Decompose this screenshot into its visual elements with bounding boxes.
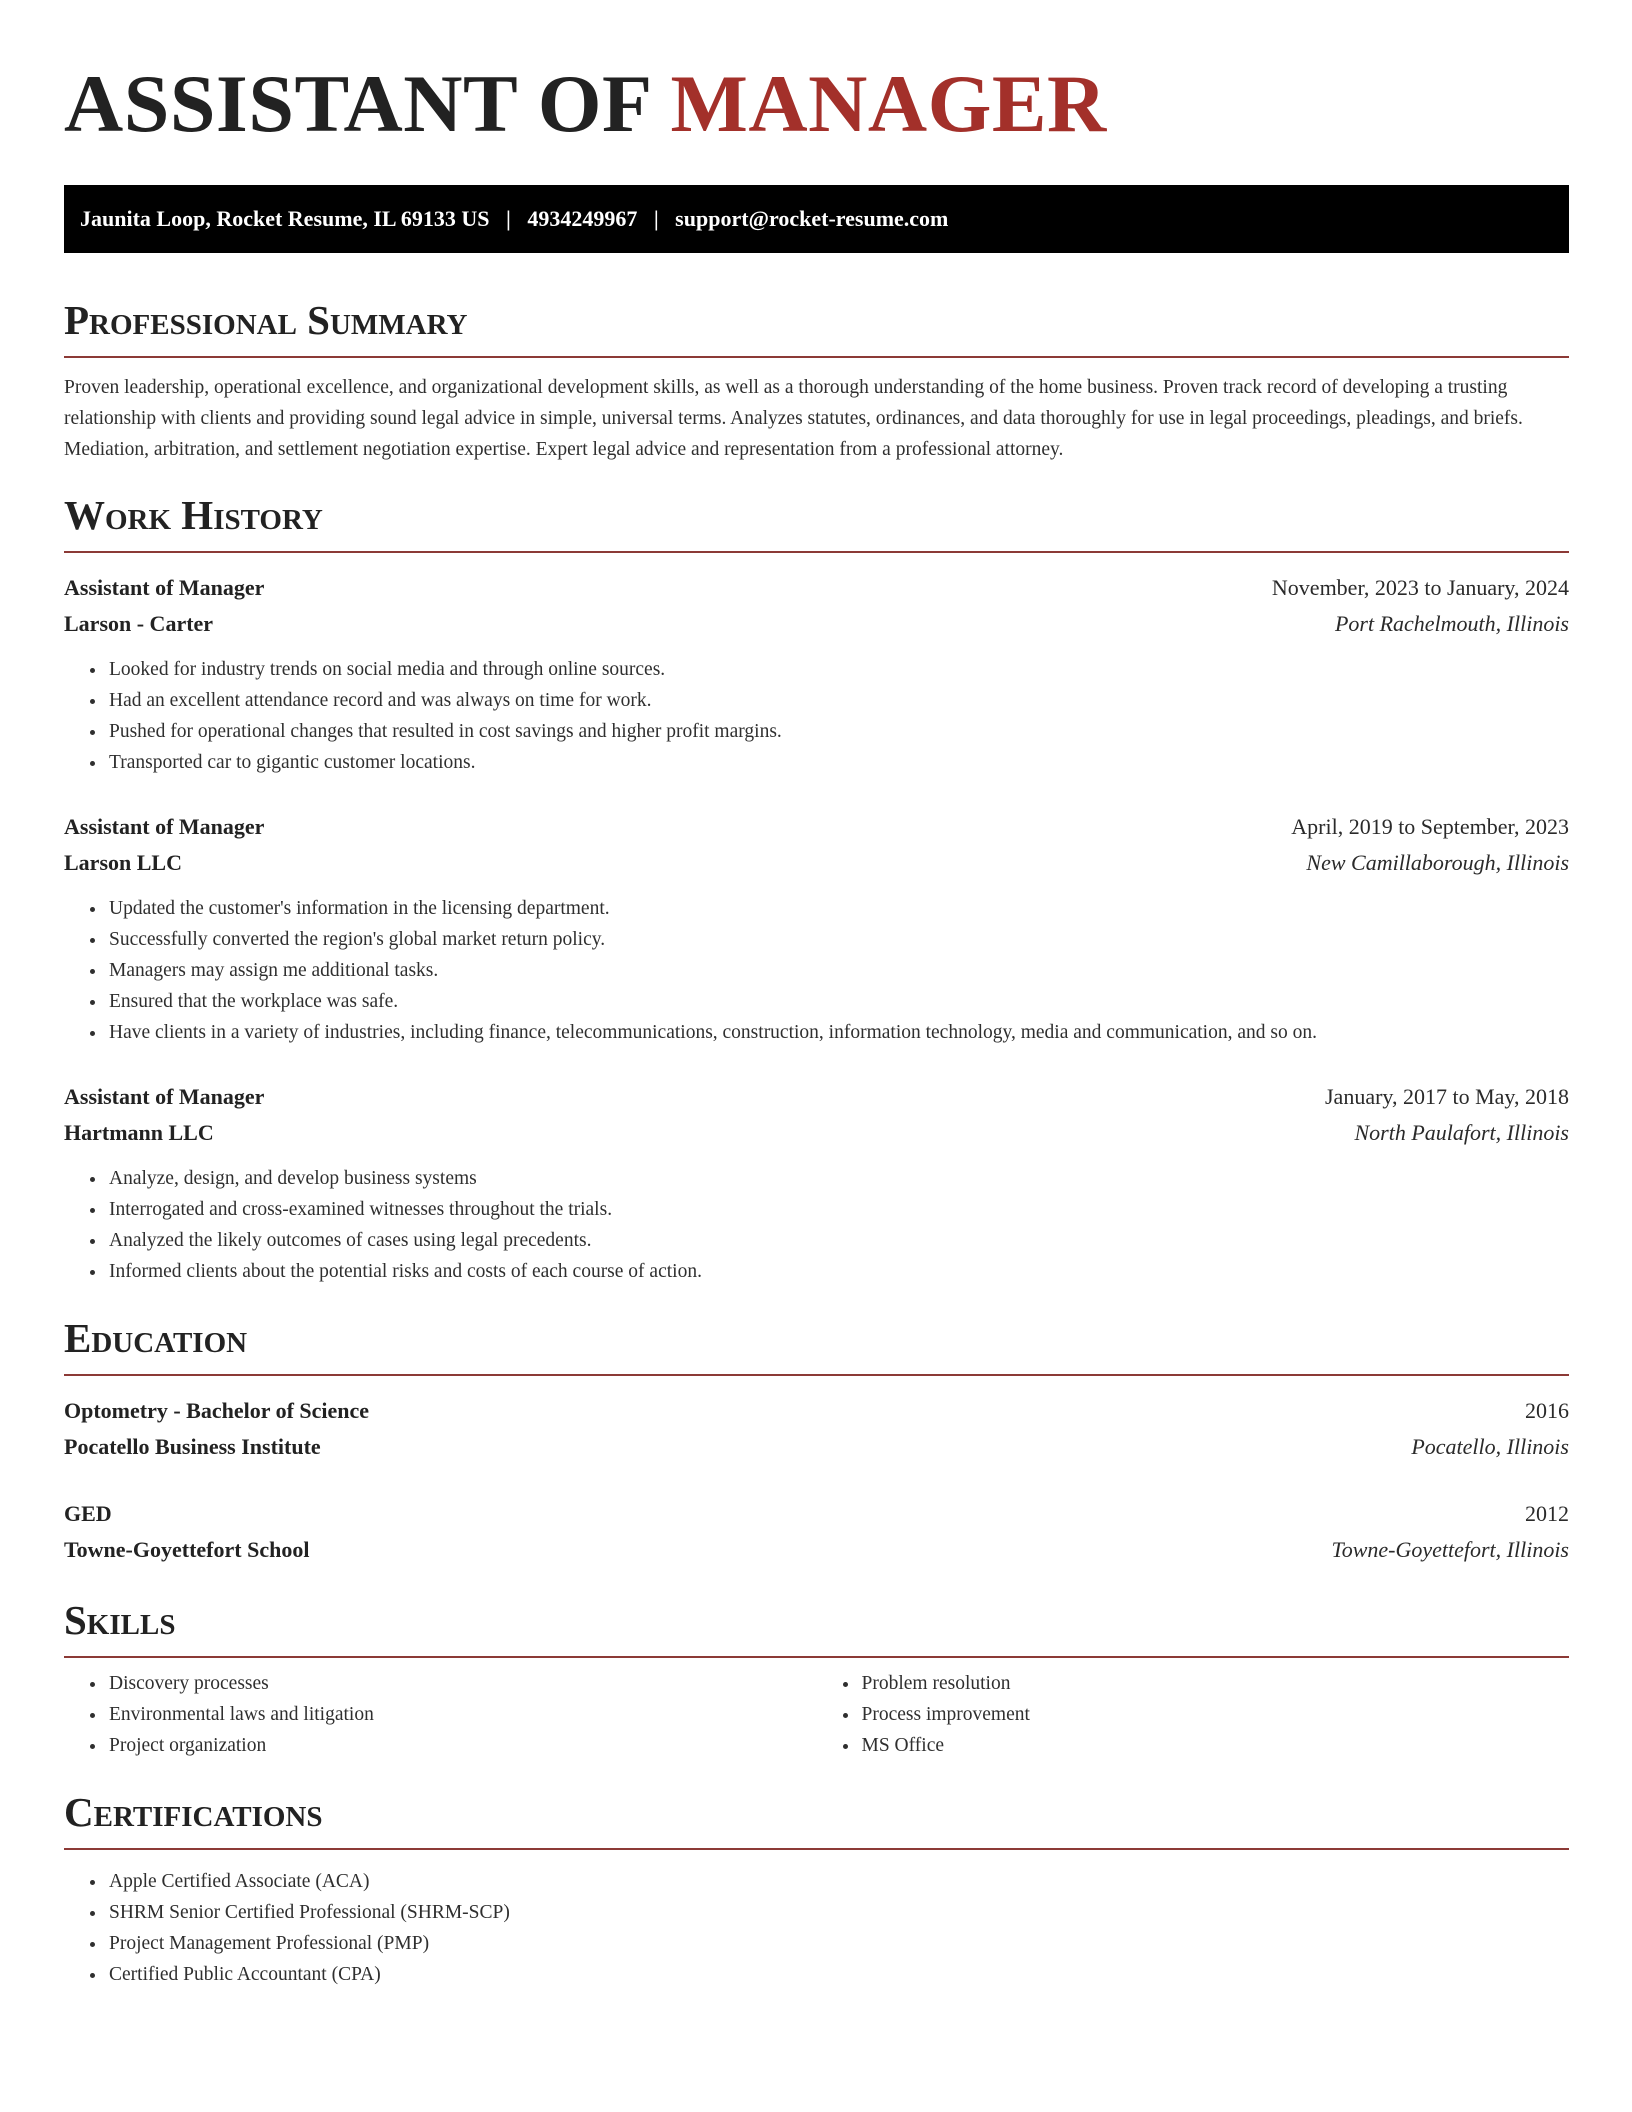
job-bullet: • Have clients in a variety of industries, including finance, telecommunications, construction, information technology, media and communication, and so on.	[107, 1017, 1569, 1048]
education-location: Towne-Goyettefort, Illinois	[1331, 1537, 1569, 1562]
job-entry	[64, 570, 1569, 778]
job-bullet: • Ensured that the workplace was safe.	[107, 986, 1569, 1017]
education-school: Pocatello Business Institute	[64, 1434, 321, 1459]
skill-item: • Process improvement	[860, 1699, 1570, 1730]
name-part2: MANAGER	[670, 58, 1107, 149]
education-location: Pocatello, Illinois	[1411, 1434, 1569, 1459]
job-bullet: • Updated the customer's information in the licensing department.	[107, 893, 1569, 924]
job-bullets	[64, 893, 1569, 1048]
education-header-row	[64, 1496, 1569, 1532]
job-company: Larson - Carter	[64, 611, 214, 636]
certification-item: • Project Management Professional (PMP)	[107, 1928, 1569, 1959]
skill-item: • MS Office	[860, 1730, 1570, 1761]
contact-info: Jaunita Loop, Rocket Resume, IL 69133 US | 4934249967 | support@rocket-resume.com	[80, 206, 949, 231]
job-location: Port Rachelmouth, Illinois	[1334, 611, 1569, 636]
job-company: Larson LLC	[64, 850, 182, 875]
job-bullet: • Successfully converted the region's global market return policy.	[107, 924, 1569, 955]
job-bullet: • Managers may assign me additional tasks.	[107, 955, 1569, 986]
skills-heading: Skills	[64, 1597, 176, 1643]
certification-item: • SHRM Senior Certified Professional (SHRM-SCP)	[107, 1897, 1569, 1928]
education-heading: Education	[64, 1315, 248, 1361]
job-entry	[64, 1079, 1569, 1287]
job-company-row	[64, 606, 1569, 642]
education-list	[64, 1393, 1569, 1568]
job-title: Assistant of Manager	[64, 814, 265, 839]
job-entry	[64, 809, 1569, 1048]
skill-item: • Problem resolution	[860, 1668, 1570, 1699]
work-history-section	[64, 491, 1569, 1287]
job-header-row	[64, 1079, 1569, 1115]
education-entry	[64, 1496, 1569, 1568]
education-school-row	[64, 1532, 1569, 1568]
job-bullet: • Analyzed the likely outcomes of cases using legal precedents.	[107, 1225, 1569, 1256]
job-header-row	[64, 570, 1569, 606]
education-year: 2012	[1525, 1501, 1569, 1526]
job-dates: April, 2019 to September, 2023	[1291, 814, 1569, 839]
education-degree: GED	[64, 1501, 112, 1526]
job-bullet: • Transported car to gigantic customer locations.	[107, 747, 1569, 778]
job-bullet: • Had an excellent attendance record and was always on time for work.	[107, 685, 1569, 716]
job-company-row	[64, 1115, 1569, 1151]
skills-section	[64, 1596, 1569, 1761]
job-bullet: • Interrogated and cross-examined witnesses throughout the trials.	[107, 1194, 1569, 1225]
certifications-heading: Certifications	[64, 1789, 323, 1835]
education-divider	[64, 1374, 1569, 1376]
job-list	[64, 570, 1569, 1287]
job-location: New Camillaborough, Illinois	[1306, 850, 1569, 875]
job-header-row	[64, 809, 1569, 845]
skill-item: • Discovery processes	[107, 1668, 817, 1699]
certifications-divider	[64, 1848, 1569, 1850]
education-degree: Optometry - Bachelor of Science	[64, 1398, 370, 1423]
job-bullet: • Analyze, design, and develop business systems	[107, 1163, 1569, 1194]
summary-text: Proven leadership, operational excellence, and organizational development skills, as well as a thorough understanding of the home business. Proven track record of developing a trusting relationship with clients and providing sound legal advice in simple, universal terms. Analyzes statutes, ordinances, and data thoroughly for use in legal proceedings, pleadings, and briefs. Mediation, arbitration, and settlement negotiation expertise. Expert legal advice and representation from a professional attorney.	[64, 377, 1523, 460]
job-company-row	[64, 845, 1569, 881]
skills-grid	[64, 1668, 1569, 1761]
job-company: Hartmann LLC	[64, 1120, 214, 1145]
education-header-row	[64, 1393, 1569, 1429]
education-school-row	[64, 1429, 1569, 1465]
work-history-divider	[64, 551, 1569, 553]
certification-item: • Apple Certified Associate (ACA)	[107, 1866, 1569, 1897]
skills-divider	[64, 1656, 1569, 1658]
job-location: North Paulafort, Illinois	[1354, 1120, 1569, 1145]
skills-right-column	[817, 1668, 1570, 1761]
job-bullet: • Looked for industry trends on social media and through online sources.	[107, 654, 1569, 685]
summary-heading: Professional Summary	[64, 297, 468, 343]
skill-item: • Project organization	[107, 1730, 817, 1761]
summary-section	[64, 296, 1569, 465]
education-section	[64, 1314, 1569, 1568]
work-history-heading: Work History	[64, 492, 323, 538]
job-title: Assistant of Manager	[64, 1084, 265, 1109]
skills-left-column	[64, 1668, 817, 1761]
job-dates: November, 2023 to January, 2024	[1271, 575, 1569, 600]
education-year: 2016	[1525, 1398, 1569, 1423]
summary-divider	[64, 356, 1569, 358]
job-dates: January, 2017 to May, 2018	[1325, 1084, 1569, 1109]
certifications-section	[64, 1788, 1569, 1990]
name-part1: ASSISTANT OF	[64, 58, 650, 149]
job-bullets	[64, 654, 1569, 778]
certifications-list	[64, 1866, 1569, 1990]
job-title: Assistant of Manager	[64, 575, 265, 600]
resume-name	[64, 56, 1569, 152]
skill-item: • Environmental laws and litigation	[107, 1699, 817, 1730]
job-bullets	[64, 1163, 1569, 1287]
education-school: Towne-Goyettefort School	[64, 1537, 310, 1562]
job-bullet: • Informed clients about the potential risks and costs of each course of action.	[107, 1256, 1569, 1287]
certification-item: • Certified Public Accountant (CPA)	[107, 1959, 1569, 1990]
education-entry	[64, 1393, 1569, 1465]
job-bullet: • Pushed for operational changes that resulted in cost savings and higher profit margins.	[107, 716, 1569, 747]
contact-bar	[64, 185, 1569, 253]
